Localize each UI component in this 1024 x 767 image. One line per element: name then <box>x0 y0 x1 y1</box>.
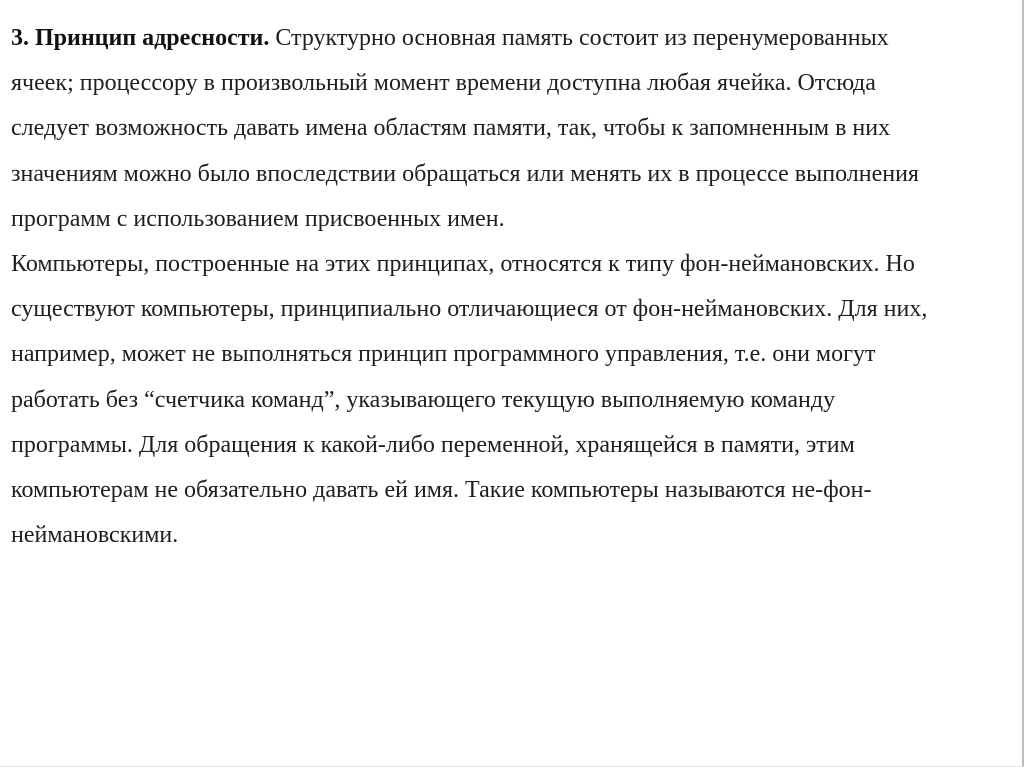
text-line: программы. Для обращения к какой-либо переменной, хранящейся в памяти, этим <box>11 431 855 458</box>
text-line: значениям можно было впоследствии обращаться или менять их в процессе выполнения <box>11 160 919 187</box>
slide-text <box>11 16 1006 558</box>
text-line: существуют компьютеры, принципиально отличающиеся от фон-неймановских. Для них, <box>11 296 928 323</box>
text-line: работать без “счетчика команд”, указывающего текущую выполняемую команду <box>11 386 836 413</box>
text-line: компьютерам не обязательно давать ей имя. Такие компьютеры называются не-фон- <box>11 477 872 504</box>
text-line: ячеек; процессору в произвольный момент времени доступна любая ячейка. Отсюда <box>11 70 876 97</box>
paragraph-von-neumann <box>11 242 1006 558</box>
text-line: Структурно основная память состоит из перенумерованных <box>275 25 889 51</box>
text-line: программ с использованием присвоенных имен. <box>11 205 505 232</box>
paragraph-addressing-principle <box>11 16 1006 242</box>
principle-heading: 3. Принцип адресности. <box>11 25 270 51</box>
text-line: следует возможность давать имена областям памяти, так, чтобы к запомненным в них <box>11 115 891 142</box>
text-line: Компьютеры, построенные на этих принципах, относятся к типу фон-неймановских. Но <box>11 251 915 278</box>
text-line: неймановскими. <box>11 522 179 549</box>
text-line: например, может не выполняться принцип программного управления, т.е. они могут <box>11 341 876 368</box>
